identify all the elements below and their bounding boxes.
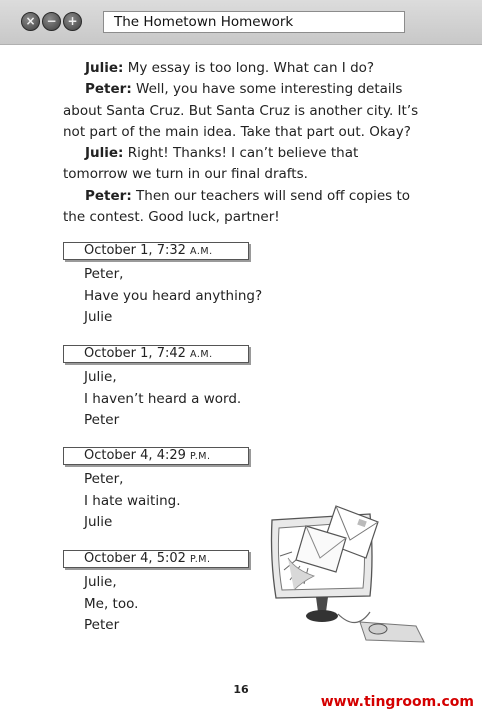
zoom-icon[interactable]: + bbox=[63, 12, 82, 31]
speaker-name: Julie: bbox=[85, 60, 124, 76]
timestamp-suffix: P.M. bbox=[190, 451, 211, 462]
message-body: I haven’t heard a word. bbox=[84, 390, 242, 407]
message-greeting: Julie, bbox=[84, 574, 117, 590]
timestamp-suffix: P.M. bbox=[190, 554, 211, 565]
message-timestamp bbox=[63, 550, 249, 568]
message-greeting: Peter, bbox=[84, 266, 124, 282]
window-titlebar bbox=[0, 0, 482, 45]
dialogue-text-line: My essay is too long. What can I do? bbox=[123, 60, 375, 76]
dialogue-text bbox=[63, 58, 423, 228]
message-body: I hate waiting. bbox=[84, 492, 181, 509]
timestamp-suffix: A.M. bbox=[190, 246, 213, 257]
message-greeting: Peter, bbox=[84, 471, 124, 487]
message-signature: Peter bbox=[84, 617, 120, 633]
dialogue-line bbox=[63, 79, 423, 143]
speaker-name: Peter: bbox=[85, 187, 132, 204]
message-signature: Peter bbox=[84, 412, 120, 428]
timestamp-date-time: October 1, 7:42 bbox=[84, 346, 191, 361]
minimize-icon[interactable]: − bbox=[42, 12, 61, 31]
message-greeting: Julie, bbox=[84, 369, 117, 385]
message-note bbox=[63, 242, 323, 329]
message-body: Me, too. bbox=[84, 595, 139, 612]
dialogue-text-line: Right! Thanks! I can’t believe that tomorrow we turn in our final drafts. bbox=[63, 145, 359, 183]
message-timestamp bbox=[63, 242, 249, 260]
dialogue-line bbox=[63, 186, 423, 229]
message-signature: Julie bbox=[84, 309, 113, 325]
message-timestamp bbox=[63, 447, 249, 465]
dialogue-text-line: Then our teachers will send off copies to the contest. Good luck, partner! bbox=[63, 187, 411, 226]
page-number: 16 bbox=[233, 683, 249, 696]
timestamp-suffix: A.M. bbox=[190, 349, 213, 360]
watermark-text: www.tingroom.com bbox=[320, 694, 474, 710]
dialogue-line bbox=[63, 58, 423, 79]
message-timestamp bbox=[63, 345, 249, 363]
dialogue-text-line: Well, you have some interesting details about Santa Cruz. But Santa Cruz is another city. It’s not part of the main idea. Take that part out. Okay? bbox=[63, 81, 419, 140]
timestamp-date-time: October 4, 5:02 bbox=[84, 551, 191, 566]
speaker-name: Peter: bbox=[85, 81, 132, 98]
close-icon[interactable]: × bbox=[21, 12, 40, 31]
message-note bbox=[63, 345, 323, 432]
computer-monitor-envelopes-illustration bbox=[266, 500, 428, 648]
dialogue-line bbox=[63, 143, 423, 186]
timestamp-date-time: October 1, 7:32 bbox=[84, 243, 191, 258]
message-signature: Julie bbox=[84, 514, 113, 530]
message-body: Have you heard anything? bbox=[84, 287, 263, 304]
timestamp-date-time: October 4, 4:29 bbox=[84, 448, 191, 463]
speaker-name: Julie: bbox=[85, 145, 124, 162]
window-title: The Hometown Homework bbox=[103, 11, 405, 33]
